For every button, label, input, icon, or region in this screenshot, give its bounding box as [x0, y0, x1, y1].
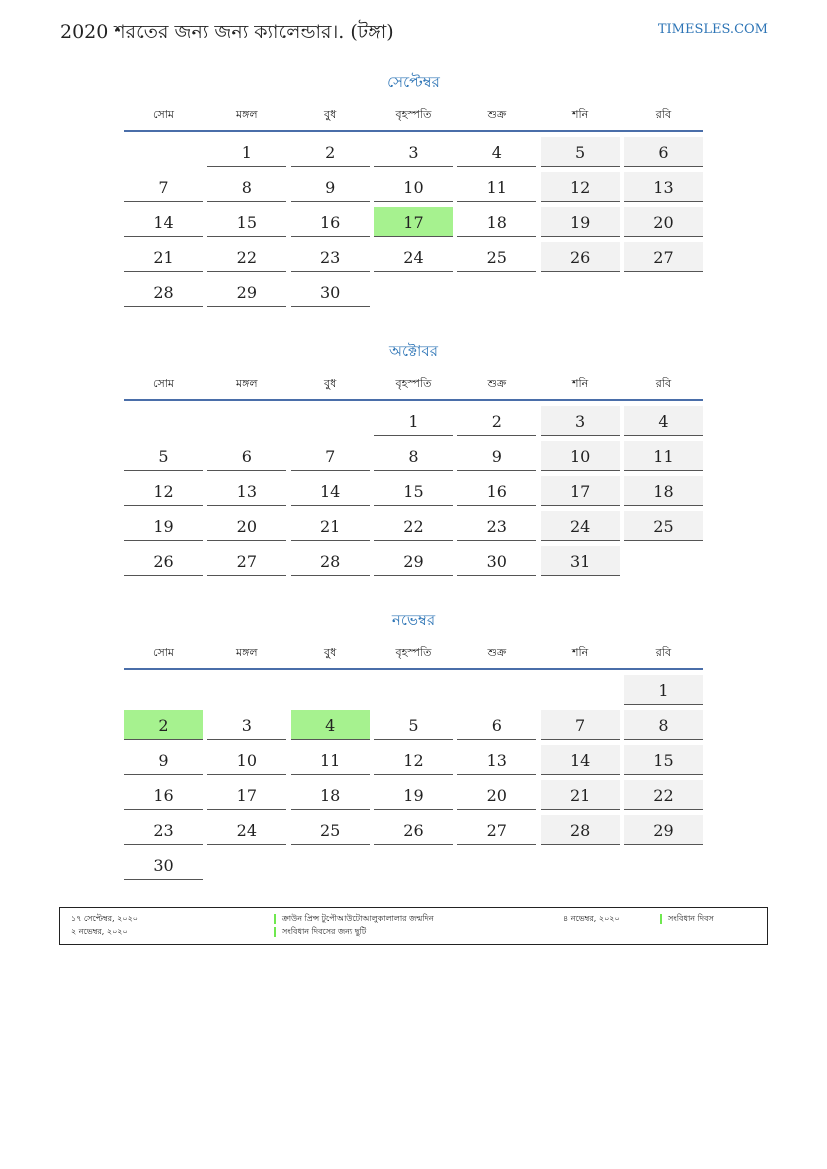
weekday-header	[124, 106, 703, 132]
day-cell: 21	[291, 511, 370, 541]
month-october	[124, 339, 703, 576]
day-cell: 30	[457, 546, 536, 576]
empty-cell	[541, 277, 620, 307]
day-cell: 14	[291, 476, 370, 506]
weekday-fri: শুক্র	[487, 377, 507, 390]
day-cell: 9	[291, 172, 370, 202]
day-cell: 16	[291, 207, 370, 237]
day-cell: 20	[457, 780, 536, 810]
day-cell: 9	[457, 441, 536, 471]
day-cell: 15	[624, 745, 703, 775]
day-cell: 11	[457, 172, 536, 202]
day-cell: 13	[624, 172, 703, 202]
holiday-date: ২ নভেম্বর, ২০২০	[71, 927, 128, 936]
day-cell: 2	[457, 406, 536, 436]
weekday-sun: রবি	[655, 646, 672, 659]
day-cell: 22	[624, 780, 703, 810]
month-title: অক্টোবর	[388, 342, 439, 360]
weekday-sat: শনি	[572, 646, 589, 659]
day-cell: 18	[291, 780, 370, 810]
weekday-thu: বৃহস্পতি	[395, 377, 432, 390]
weekday-mon: সোম	[152, 108, 175, 121]
day-cell: 18	[457, 207, 536, 237]
empty-cell	[624, 546, 703, 576]
month-september	[124, 70, 703, 307]
empty-cell	[624, 850, 703, 880]
day-cell: 30	[291, 277, 370, 307]
day-cell: 6	[624, 137, 703, 167]
day-grid	[124, 406, 703, 576]
month-title: নভেম্বর	[391, 611, 436, 629]
weekday-thu: বৃহস্পতি	[395, 646, 432, 659]
day-cell: 6	[207, 441, 286, 471]
day-cell: 21	[541, 780, 620, 810]
day-cell: 12	[374, 745, 453, 775]
day-cell: 20	[624, 207, 703, 237]
weekday-wed: বুধ	[324, 108, 337, 121]
empty-cell	[624, 277, 703, 307]
empty-cell	[207, 406, 286, 436]
day-cell: 27	[457, 815, 536, 845]
day-cell: 14	[124, 207, 203, 237]
month-title: সেপ্টেম্বর	[387, 73, 440, 91]
page-title: 2020 শরতের জন্য জন্য ক্যালেন্ডার।. (টঙ্গা)	[60, 21, 394, 43]
day-cell: 20	[207, 511, 286, 541]
weekday-fri: শুক্র	[487, 646, 507, 659]
month-november	[124, 608, 703, 880]
day-cell: 28	[291, 546, 370, 576]
empty-cell	[291, 850, 370, 880]
holiday-name: সংবিধান দিবসের জন্য ছুটি	[274, 927, 366, 937]
day-cell: 7	[124, 172, 203, 202]
day-cell: 7	[291, 441, 370, 471]
day-cell: 25	[291, 815, 370, 845]
empty-cell	[457, 277, 536, 307]
day-cell: 21	[124, 242, 203, 272]
empty-cell	[541, 675, 620, 705]
day-cell: 28	[124, 277, 203, 307]
holiday-name: ক্রাউন প্রিন্স টুপৌআউটোআলুকালালার জন্মদিন	[274, 914, 434, 924]
day-cell: 28	[541, 815, 620, 845]
day-cell: 16	[124, 780, 203, 810]
day-cell: 5	[374, 710, 453, 740]
day-cell: 3	[207, 710, 286, 740]
day-cell: 10	[374, 172, 453, 202]
empty-cell	[457, 850, 536, 880]
day-grid	[124, 675, 703, 880]
empty-cell	[207, 675, 286, 705]
weekday-tue: মঙ্গল	[236, 377, 258, 390]
day-cell: 27	[624, 242, 703, 272]
day-cell: 12	[541, 172, 620, 202]
holiday-legend	[59, 907, 768, 945]
day-cell: 3	[541, 406, 620, 436]
day-cell: 22	[207, 242, 286, 272]
day-cell: 7	[541, 710, 620, 740]
day-cell: 23	[457, 511, 536, 541]
day-cell: 23	[124, 815, 203, 845]
day-cell: 26	[541, 242, 620, 272]
day-cell: 8	[207, 172, 286, 202]
day-cell: 12	[124, 476, 203, 506]
weekday-mon: সোম	[152, 646, 175, 659]
day-cell: 10	[207, 745, 286, 775]
empty-cell	[124, 137, 203, 167]
day-cell: 29	[207, 277, 286, 307]
day-cell: 23	[291, 242, 370, 272]
day-cell: 24	[207, 815, 286, 845]
day-cell: 2	[291, 137, 370, 167]
holiday-name: সংবিধান দিবস	[660, 914, 714, 924]
day-cell: 27	[207, 546, 286, 576]
day-cell: 19	[541, 207, 620, 237]
day-cell: 1	[624, 675, 703, 705]
day-cell: 30	[124, 850, 203, 880]
empty-cell	[124, 406, 203, 436]
day-cell: 19	[374, 780, 453, 810]
weekday-header	[124, 375, 703, 401]
day-cell: 29	[374, 546, 453, 576]
weekday-fri: শুক্র	[487, 108, 507, 121]
day-cell: 25	[624, 511, 703, 541]
day-cell: 18	[624, 476, 703, 506]
day-cell: 8	[374, 441, 453, 471]
weekday-tue: মঙ্গল	[236, 646, 258, 659]
empty-cell	[374, 675, 453, 705]
day-cell: 26	[124, 546, 203, 576]
day-cell: 24	[374, 242, 453, 272]
day-cell: 19	[124, 511, 203, 541]
day-cell: 9	[124, 745, 203, 775]
weekday-mon: সোম	[152, 377, 175, 390]
holiday-date: ৪ নভেম্বর, ২০২০	[563, 914, 620, 923]
empty-cell	[124, 675, 203, 705]
day-cell: 10	[541, 441, 620, 471]
day-cell: 14	[541, 745, 620, 775]
day-cell: 17	[374, 207, 453, 237]
day-cell: 5	[124, 441, 203, 471]
day-cell: 4	[624, 406, 703, 436]
empty-cell	[207, 850, 286, 880]
day-cell: 13	[457, 745, 536, 775]
holiday-date: ১৭ সেপ্টেম্বর, ২০২০	[71, 914, 138, 923]
day-cell: 11	[624, 441, 703, 471]
day-cell: 26	[374, 815, 453, 845]
day-cell: 17	[207, 780, 286, 810]
day-cell: 1	[374, 406, 453, 436]
day-cell: 5	[541, 137, 620, 167]
empty-cell	[457, 675, 536, 705]
day-cell: 16	[457, 476, 536, 506]
day-cell: 15	[207, 207, 286, 237]
weekday-thu: বৃহস্পতি	[395, 108, 432, 121]
empty-cell	[291, 406, 370, 436]
day-cell: 4	[291, 710, 370, 740]
weekday-wed: বুধ	[324, 377, 337, 390]
weekday-sat: শনি	[572, 377, 589, 390]
day-cell: 1	[207, 137, 286, 167]
empty-cell	[374, 277, 453, 307]
day-cell: 15	[374, 476, 453, 506]
site-link[interactable]: TIMESLES.COM	[657, 22, 768, 37]
weekday-sun: রবি	[655, 108, 672, 121]
weekday-wed: বুধ	[324, 646, 337, 659]
empty-cell	[374, 850, 453, 880]
day-cell: 2	[124, 710, 203, 740]
weekday-sun: রবি	[655, 377, 672, 390]
day-cell: 8	[624, 710, 703, 740]
day-cell: 31	[541, 546, 620, 576]
day-cell: 13	[207, 476, 286, 506]
day-cell: 6	[457, 710, 536, 740]
day-cell: 11	[291, 745, 370, 775]
day-cell: 22	[374, 511, 453, 541]
weekday-tue: মঙ্গল	[236, 108, 258, 121]
day-cell: 25	[457, 242, 536, 272]
empty-cell	[291, 675, 370, 705]
weekday-header	[124, 644, 703, 670]
empty-cell	[541, 850, 620, 880]
day-cell: 29	[624, 815, 703, 845]
day-cell: 17	[541, 476, 620, 506]
day-cell: 4	[457, 137, 536, 167]
day-cell: 3	[374, 137, 453, 167]
weekday-sat: শনি	[572, 108, 589, 121]
day-cell: 24	[541, 511, 620, 541]
day-grid	[124, 137, 703, 307]
